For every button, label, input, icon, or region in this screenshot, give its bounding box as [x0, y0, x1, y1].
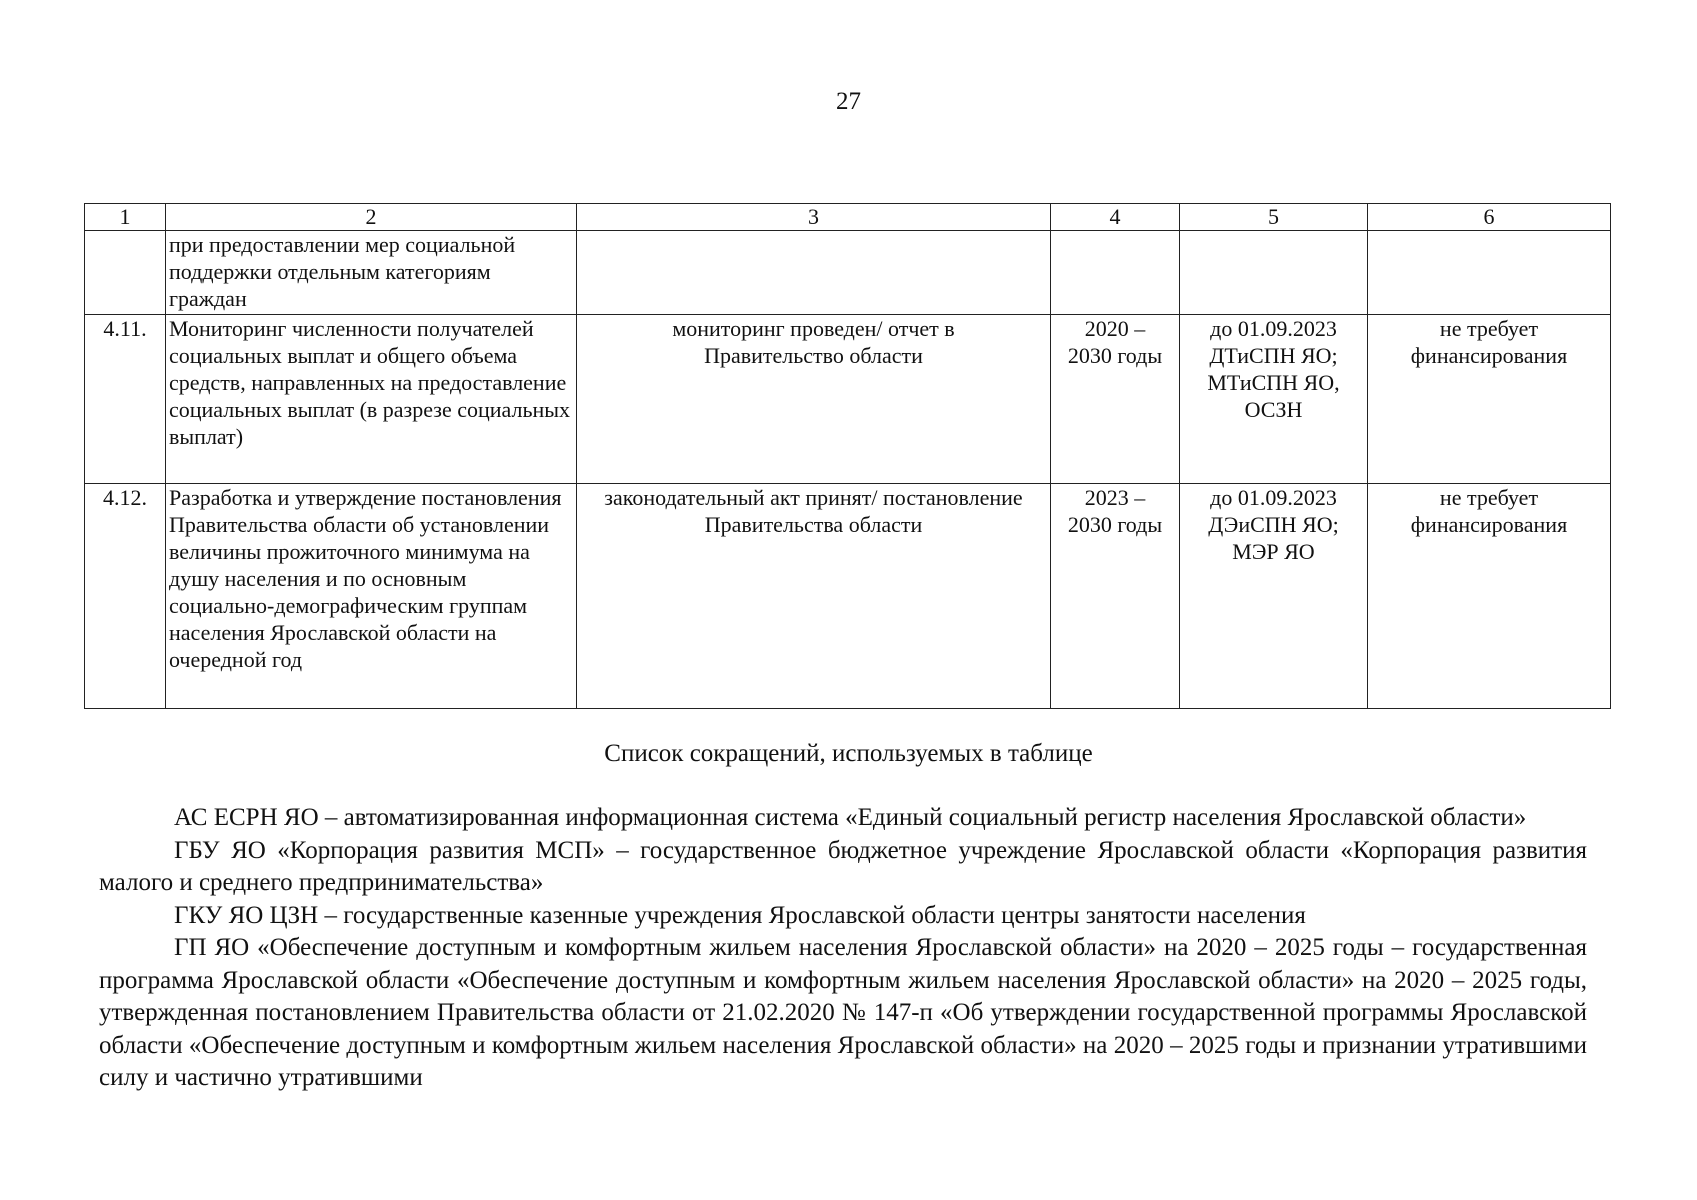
measure-financing: не требует финансирования	[1368, 484, 1611, 709]
abbreviation-entry: ГКУ ЯО ЦЗН – государственные казенные учреждения Ярославской области центры занятости населения	[174, 901, 1306, 929]
table-row	[85, 315, 1611, 484]
measure-deadline: до 01.09.2023 ДЭиСПН ЯО; МЭР ЯО	[1180, 484, 1368, 709]
measure-period: 2020 – 2030 годы	[1051, 315, 1180, 484]
column-header: 4	[1051, 204, 1180, 231]
measure-financing	[1368, 231, 1611, 315]
measure-financing: не требует финансирования	[1368, 315, 1611, 484]
row-number: 4.12.	[85, 484, 166, 709]
column-header: 2	[166, 204, 577, 231]
column-header: 1	[85, 204, 166, 231]
measures-table	[84, 203, 1611, 709]
measure-name: при предоставлении мер социальной поддержки отдельным категориям граждан	[166, 231, 577, 315]
measure-period: 2023 – 2030 годы	[1051, 484, 1180, 709]
measure-period	[1051, 231, 1180, 315]
row-number: 4.11.	[85, 315, 166, 484]
measure-result: законодательный акт принят/ постановление Правительства области	[577, 484, 1051, 709]
column-header: 3	[577, 204, 1051, 231]
measure-result	[577, 231, 1051, 315]
abbreviation-entry: ГБУ ЯО «Корпорация развития МСП» – государственное бюджетное учреждение Ярославской области «Корпорация развития малого и среднего предпринимательства»	[99, 836, 1587, 896]
abbreviations-title: Список сокращений, используемых в таблице	[604, 740, 1093, 767]
abbreviations-list	[99, 802, 1587, 1095]
measure-name: Мониторинг численности получателей социальных выплат и общего объема средств, направленных на предоставление социальных выплат (в разрезе социальных выплат)	[166, 315, 577, 484]
measure-name: Разработка и утверждение постановления Правительства области об установлении величины прожиточного минимума на душу населения и по основным социально-демографическим группам населения Ярославской области на очередной год	[166, 484, 577, 709]
measure-deadline	[1180, 231, 1368, 315]
table-row	[85, 484, 1611, 709]
row-number	[85, 231, 166, 315]
table-header-row	[85, 204, 1611, 231]
table-row	[85, 231, 1611, 315]
abbreviation-entry: ГП ЯО «Обеспечение доступным и комфортным жильем населения Ярославской области» на 2020 – 2025 годы – государственная программа Ярославской области «Обеспечение доступным и комфортным жильем населения Ярославской области» на 2020 – 2025 годы, утвержденная постановлением Правительства области от 21.02.2020 № 147-п «Об утверждении государственной программы Ярославской области «Обеспечение доступным и комфортным жильем населения Ярославской области» на 2020 – 2025 годы и признании утратившими силу и частично утратившими	[99, 934, 1587, 1091]
column-header: 5	[1180, 204, 1368, 231]
measure-result: мониторинг проведен/ отчет в Правительство области	[577, 315, 1051, 484]
abbreviation-entry: АС ЕСРН ЯО – автоматизированная информационная система «Единый социальный регистр населения Ярославской области»	[174, 804, 1527, 831]
page-number: 27	[836, 88, 861, 115]
column-header: 6	[1368, 204, 1611, 231]
measure-deadline: до 01.09.2023 ДТиСПН ЯО; МТиСПН ЯО, ОСЗН	[1180, 315, 1368, 484]
